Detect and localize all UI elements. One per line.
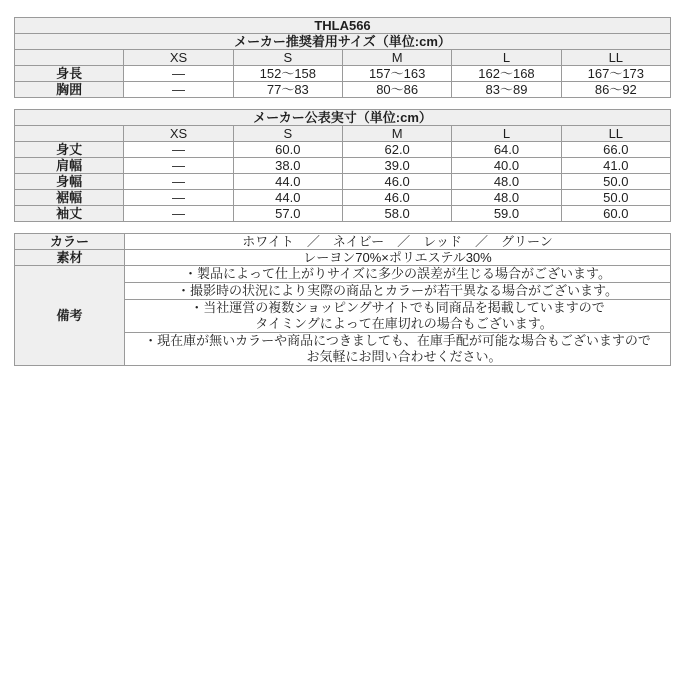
size-value-cell: 46.0 — [342, 190, 451, 206]
size-value-cell: 62.0 — [342, 142, 451, 158]
size-value-cell: 57.0 — [233, 206, 342, 222]
note-item — [125, 266, 671, 283]
note-item — [125, 333, 671, 366]
product-code-row — [15, 18, 671, 34]
recommended-size-table — [14, 17, 671, 98]
size-column-header-m: M — [342, 126, 451, 142]
size-value-cell: 60.0 — [561, 206, 670, 222]
size-value-cell: 48.0 — [452, 174, 561, 190]
size-value-cell: 83～89 — [452, 82, 561, 98]
product-code: THLA566 — [15, 18, 671, 34]
size-column-header-s: S — [233, 50, 342, 66]
size-value-cell: ― — [124, 206, 233, 222]
color-label: カラー — [15, 234, 125, 250]
size-value-cell: 41.0 — [561, 158, 670, 174]
size-value-cell: ― — [124, 66, 233, 82]
note-text: ・当社運営の複数ショッピングサイトでも同商品を掲載していますので — [190, 300, 605, 315]
size-column-header-ll: LL — [561, 50, 670, 66]
actual-size-title: メーカー公表実寸（単位:cm） — [15, 110, 671, 126]
table-row-body-width — [15, 174, 671, 190]
recommended-size-title-row — [15, 34, 671, 50]
size-column-header-s: S — [233, 126, 342, 142]
size-value-cell: ― — [124, 82, 233, 98]
size-value-cell: 58.0 — [342, 206, 451, 222]
size-value-cell: 157～163 — [342, 66, 451, 82]
table-row-body-length — [15, 142, 671, 158]
size-column-header-xs: XS — [124, 126, 233, 142]
table-row-hem-width — [15, 190, 671, 206]
size-value-cell: 50.0 — [561, 190, 670, 206]
material-value: レーヨン70%×ポリエステル30% — [125, 250, 671, 266]
table-row-material — [15, 250, 671, 266]
material-label: 素材 — [15, 250, 125, 266]
table-row-height — [15, 66, 671, 82]
size-columns-header-row — [15, 50, 671, 66]
size-value-cell: 60.0 — [233, 142, 342, 158]
row-label-shoulder-width: 肩幅 — [15, 158, 124, 174]
size-value-cell: 167～173 — [561, 66, 670, 82]
size-column-header-l: L — [452, 50, 561, 66]
actual-size-table — [14, 109, 671, 222]
size-value-cell: 86～92 — [561, 82, 670, 98]
size-column-header-m: M — [342, 50, 451, 66]
table-row-chest — [15, 82, 671, 98]
note-item — [125, 283, 671, 300]
product-details-table — [14, 233, 671, 366]
note-text: ・現在庫が無いカラーや商品につきましても、在庫手配が可能な場合もございますので — [144, 333, 651, 348]
corner-cell — [15, 50, 124, 66]
size-columns-header-row — [15, 126, 671, 142]
size-value-cell: ― — [124, 158, 233, 174]
size-value-cell: ― — [124, 174, 233, 190]
table-row-color — [15, 234, 671, 250]
row-label-hem-width: 裾幅 — [15, 190, 124, 206]
size-value-cell: 50.0 — [561, 174, 670, 190]
size-value-cell: ― — [124, 190, 233, 206]
size-value-cell: 152～158 — [233, 66, 342, 82]
notes-label: 備考 — [15, 266, 125, 366]
note-text-continued: タイミングによって在庫切れの場合もございます。 — [255, 316, 553, 331]
row-label-sleeve-length: 袖丈 — [15, 206, 124, 222]
size-value-cell: 44.0 — [233, 190, 342, 206]
size-value-cell: ― — [124, 142, 233, 158]
table-row-note — [15, 266, 671, 283]
size-value-cell: 162～168 — [452, 66, 561, 82]
table-row-sleeve-length — [15, 206, 671, 222]
recommended-size-title: メーカー推奨着用サイズ（単位:cm） — [15, 34, 671, 50]
size-value-cell: 40.0 — [452, 158, 561, 174]
note-item — [125, 300, 671, 333]
color-value: ホワイト ／ ネイビー ／ レッド ／ グリーン — [125, 234, 671, 250]
size-value-cell: 44.0 — [233, 174, 342, 190]
actual-size-title-row — [15, 110, 671, 126]
size-column-header-l: L — [452, 126, 561, 142]
corner-cell — [15, 126, 124, 142]
row-label-body-length: 身丈 — [15, 142, 124, 158]
note-text: ・製品によって仕上がりサイズに多少の誤差が生じる場合がございます。 — [184, 266, 611, 281]
size-value-cell: 48.0 — [452, 190, 561, 206]
size-value-cell: 66.0 — [561, 142, 670, 158]
table-row-shoulder-width — [15, 158, 671, 174]
size-value-cell: 39.0 — [342, 158, 451, 174]
size-value-cell: 38.0 — [233, 158, 342, 174]
row-label-body-width: 身幅 — [15, 174, 124, 190]
row-label-height: 身長 — [15, 66, 124, 82]
size-value-cell: 46.0 — [342, 174, 451, 190]
size-column-header-xs: XS — [124, 50, 233, 66]
note-text: ・撮影時の状況により実際の商品とカラーが若干異なる場合がございます。 — [177, 283, 618, 298]
size-value-cell: 59.0 — [452, 206, 561, 222]
size-value-cell: 80～86 — [342, 82, 451, 98]
size-value-cell: 77～83 — [233, 82, 342, 98]
note-text-continued: お気軽にお問い合わせください。 — [306, 349, 502, 364]
row-label-chest: 胸囲 — [15, 82, 124, 98]
size-value-cell: 64.0 — [452, 142, 561, 158]
size-column-header-ll: LL — [561, 126, 670, 142]
